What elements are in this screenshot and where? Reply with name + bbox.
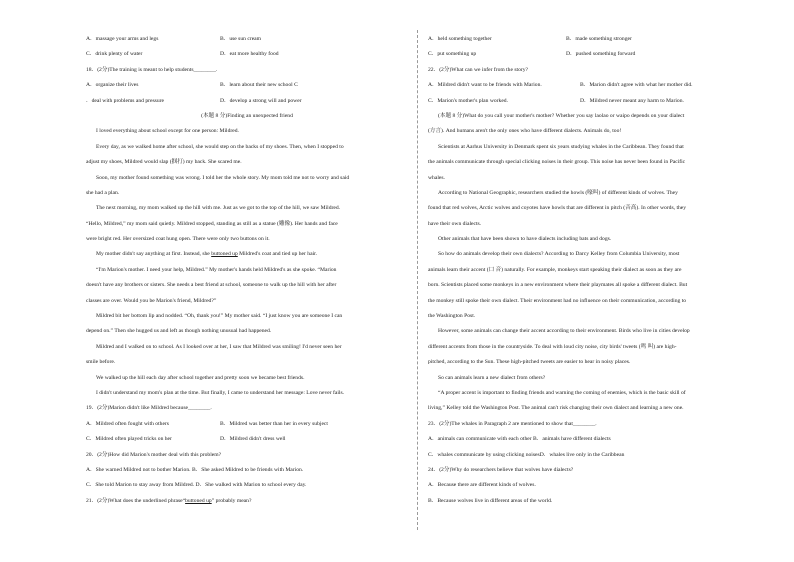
q22-options-cd [428,98,754,113]
section-title: (本题 8 分)What do you call your mother's mother? Whether you say laolao or waipo depends on your dialect [438,112,685,119]
option-a: A．organize their lives [86,82,139,89]
q19-options-ab [86,421,408,436]
passage-line: Scientists at Aarhus University in Denmark spent six years studying whales in the Caribbean. They found that [438,143,684,150]
option-a: A．massage your arms and legs [86,36,159,42]
option-d: D．Mildred didn't dress well [220,436,286,443]
passage-line [86,251,408,266]
passage-line: “Hello, Mildred,” my mom said quietly. Mildred stopped, standing as still as a statue (雕像). Her hands and face [86,220,338,227]
option-d: D．Mildred never meant any harm to Marion. [580,97,684,104]
option-c: C．Mildred often played tricks on her [86,436,172,443]
passage-line: different accents from those in the countryside. To deal with loud city noise, city birds' tweets (鸣 叫) are high- [428,343,677,350]
passage-line: So can animals learn a new dialect from others? [438,374,546,381]
passage-line: adjust my shoes, Mildred would slap (掴打) my back. She scared me. [86,159,242,166]
passage-line: smile before. [86,359,116,366]
text-span: 21．(2分)What does the underlined phrase“ [86,497,186,504]
passage-line: classes are over. Would you be Marion's friend, Mildred?” [86,297,217,304]
passage-line: found that red wolves, Arctic wolves and coyotes have howls that are different in pitch (音高). In other words, they [428,205,687,212]
passage-line: Mildred bit her bottom lip and nodded. “Oh, thank you!” My mother said. “I just know you are someone I can [96,313,343,320]
text-span: ” probably mean? [211,497,252,504]
q18-options-cd [86,98,408,113]
passage-line: According to National Geographic, researchers studied the howls (嚎叫) of different kinds of wolves. They [438,189,678,196]
passage-line: Soon, my mother found something was wrong. I told her the whole story. My mom told me not to worry and said [96,174,350,181]
passage-line: living,” Kelley told the Washington Post. The animal can't risk changing their own dialect and learning a new one. [428,405,684,412]
question-18: 18．(2分)The training is meant to help students________. [86,66,218,73]
q20-options-ab: A．She warned Mildred not to bother Marion. B．She asked Mildred to be friends with Marion. [86,466,304,473]
q21-options-ab [428,36,754,51]
q21-options-cd [428,51,754,66]
passage-line: were bright red. Her oversized coat hung open. There were only two buttons on it. [86,236,270,243]
option-c: C．Marion's mother's plan worked. [428,97,509,104]
passage-line: So how do animals develop their own dialects? According to Darcy Kelley from Columbia University, most [438,251,680,258]
q22-options-ab [428,82,754,97]
option-a: A．held something together [428,36,492,42]
passage-line: I didn't understand my mom's plan at the time. But finally, I came to understand her message: Love never fails. [96,389,345,396]
section-title: (本题 8 分)Finding an unexpected friend [201,112,293,119]
right-column [428,36,754,513]
question-19: 19．(2分)Marion didn't like Mildred because________. [86,405,212,412]
passage-line: The next morning, my mom walked up the hill with me. Just as we got to the top of the hill, we saw Mildred. [96,205,341,212]
option-d: D．develop a strong will and power [220,97,302,104]
question-24: 24．(2分)Why do researchers believe that wolves have dialects? [428,466,574,473]
option-a: A．Mildred didn't want to be friends with Marion. [428,82,542,89]
q23-options-ab: A．animals can communicate with each other B．animals have different dialects [428,436,611,443]
passage-line: However, some animals can change their accent according to their environment. Birds who live in cities develop [438,328,690,335]
option-b: B．Because wolves live in different areas of the world. [428,497,553,504]
passage-line: born. Scientists placed some monkeys in a new environment where their playmates all spoke a different dialect. But [428,282,688,289]
option-a: A．Mildred often fought with others [86,420,169,427]
q17-options-cd [86,51,408,66]
option-b: B．use sun cream [220,36,262,42]
option-b: B．Marion didn't agree with what her mother did. [580,82,693,89]
passage-line: the monkey still spoke their own dialect. Their environment had no influence on their communication, according to [428,297,687,304]
option-a: A．Because there are different kinds of wolves. [428,482,536,489]
q18-options-ab [86,82,408,97]
q17-options-ab [86,36,408,51]
column-divider [417,30,418,530]
passage-line: the Washington Post. [428,313,476,320]
q23-options-cd: C．whales communicate by using clicking noisesD．whales live only in the Caribbean [428,451,625,458]
text-span: Mildred's coat and tied up her hair. [237,251,318,258]
underlined-phrase: buttoned up [211,251,238,258]
passage-line: Every day, as we walked home after school, she would step on the backs of my shoes. Then, when I stopped to [96,143,344,150]
option-b: B．Mildred was better than her in every subject [220,420,328,427]
question-22: 22．(2分)What can we infer from the story? [428,66,529,73]
passage-line: depend on.” Then she hugged us and left as though nothing unusual had happened. [86,328,272,335]
option-c: C．drink plenty of water [86,51,143,58]
passage-line: We walked up the hill each day after school together and pretty soon we became best friends. [96,374,305,381]
passage-line: “A proper accent is important to finding friends and warning the coming of enemies, which is the basic skill of [438,389,686,396]
passage-line: whales. [428,174,445,181]
option-c: ．deal with problems and pressure [86,97,164,104]
option-d: D．eat more healthy food [220,51,279,58]
question-21 [86,498,408,513]
passage-line: (方言). And humans aren't the only ones who have different dialects. Animals do, too! [428,128,622,135]
option-c: C．put something up [428,51,477,58]
passage-line: pitched, according to the Sun. These high-pitched tweets are easier to hear in noisy places. [428,359,631,366]
question-23: 23．(2分)The whales in Paragraph 2 are mentioned to show that________. [428,420,597,427]
option-b: B．made something stronger [566,36,632,42]
q20-options-cd: C．She told Marion to stay away from Mildred. D．She walked with Marion to school every day. [86,482,307,489]
passage-line: the animals communicate through special clicking noises in their group. This noise has never been found in Pacific [428,159,686,166]
passage-line: I loved everything about school except for one person: Mildred. [96,128,239,135]
q19-options-cd [86,436,408,451]
passage-line: Other animals that have been shown to have dialects including bats and dogs. [438,236,612,243]
passage-line: animals learn their accent (口 音) naturally. For example, monkeys start speaking their dialect as soon as they are [428,266,682,273]
left-column [86,36,408,513]
text-span: My mother didn't say anything at first. Instead, she [96,251,212,258]
underlined-phrase: buttoned up [185,497,212,504]
passage-line: have their own dialects. [428,220,482,227]
passage-line: she had a plan. [86,189,120,196]
passage-line: Mildred and I walked on to school. As I looked over at her, I saw that Mildred was smiling! I'd never seen her [96,343,342,350]
question-20: 20．(2分)How did Marion's mother deal with this problem? [86,451,222,458]
passage-line: “I'm Marion's mother. I need your help, Mildred.” My mother's hands held Mildred's as she spoke. “Marion [96,266,337,273]
passage-line: doesn't have any brothers or sisters. She needs a best friend at school, someone to walk up the hill with her after [86,282,337,289]
option-b: B．learn about their new school C [220,82,298,89]
option-d: D．pushed something forward [566,51,636,58]
